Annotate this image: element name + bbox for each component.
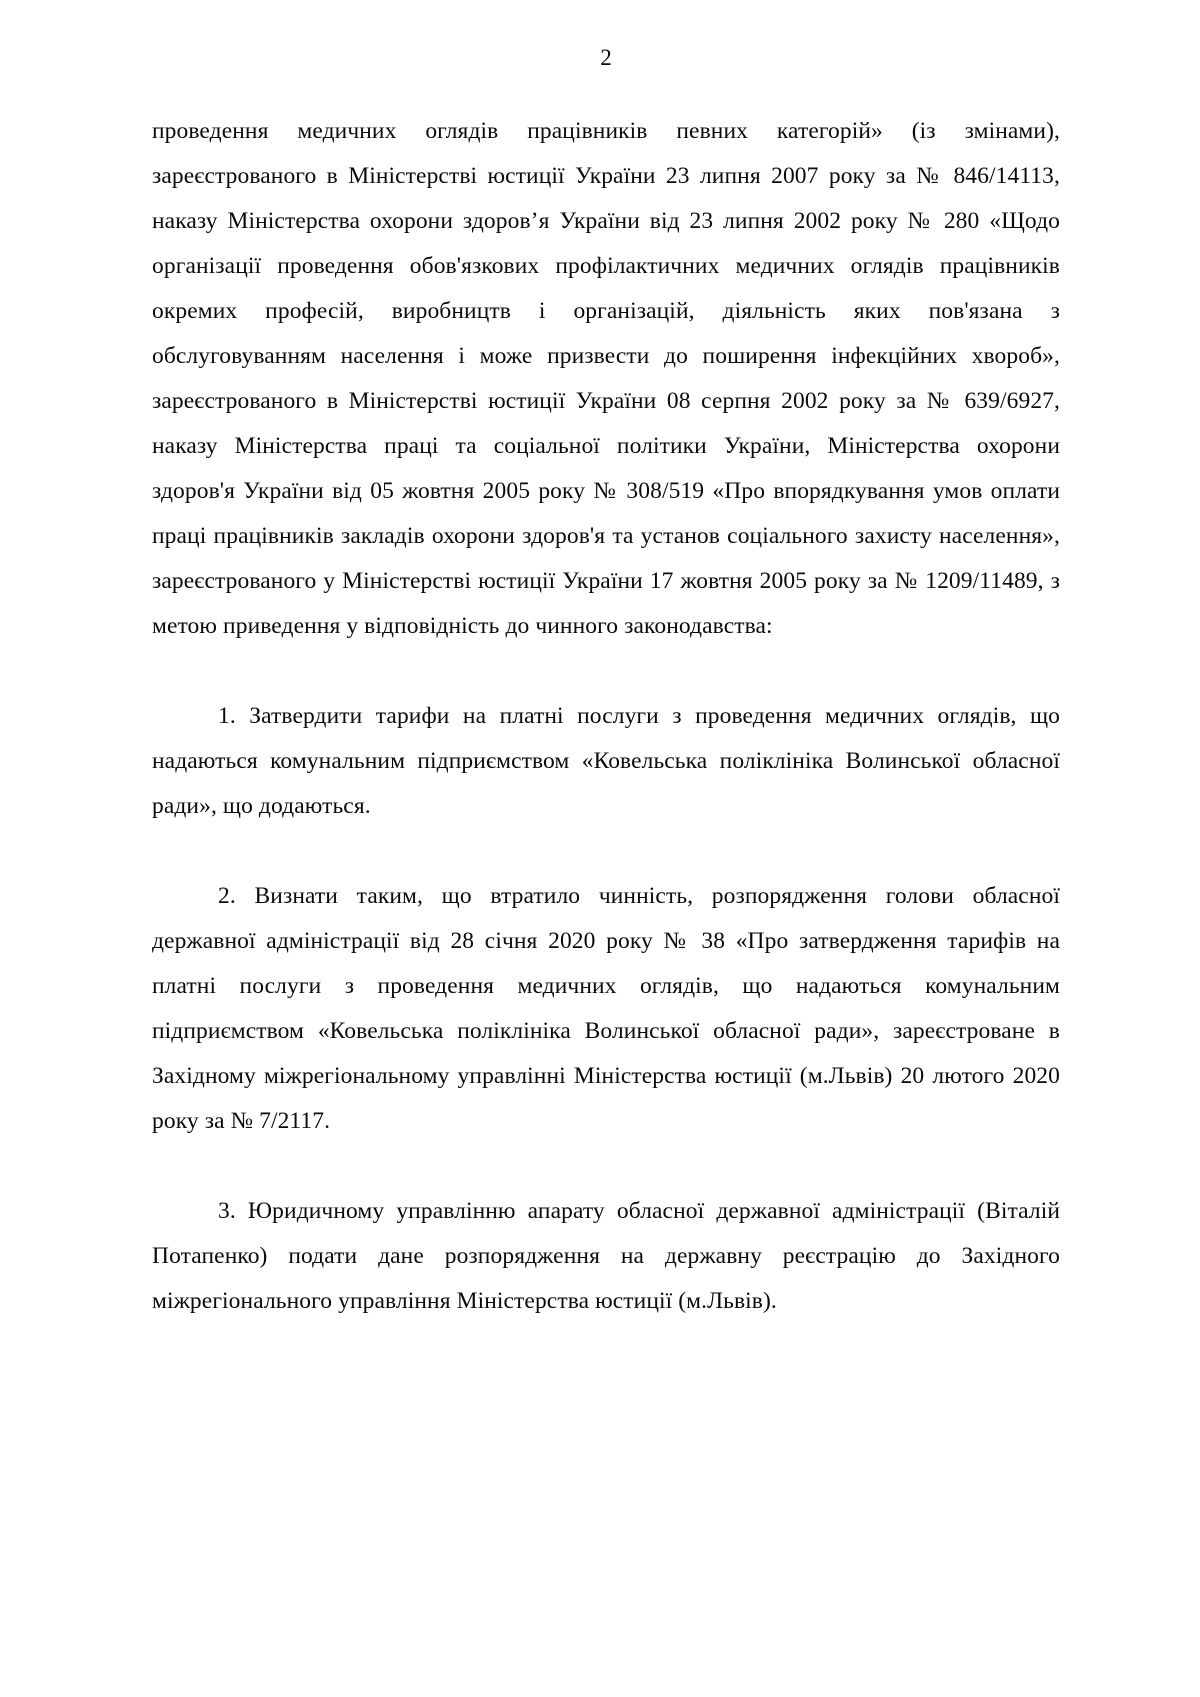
paragraph-item-1: 1. Затвердити тарифи на платні послуги з проведення медичних оглядів, що надаються комунальним підприємством «Ковельська поліклініка Волинської обласної ради», що додаються. <box>152 703 1060 819</box>
paragraph-intro: проведення медичних оглядів працівників певних категорій» (із змінами), зареєстрованого в Міністерстві юстиції України 23 липня 2007 року за № 846/14113, наказу Міністерства охорони здоров’я України від 23 липня 2002 року № 280 «Щодо організації проведення обов'язкових профілактичних медичних оглядів працівників окремих професій, виробництв і організацій, діяльність яких пов'язана з обслуговуванням населення і може призвести до поширення інфекційних хвороб», зареєстрованого в Міністерстві юстиції України 08 серпня 2002 року за № 639/6927, наказу Міністерства праці та соціальної політики України, Міністерства охорони здоров'я України від 05 жовтня 2005 року № 308/519 «Про впорядкування умов оплати праці працівників закладів охорони здоров'я та установ соціального захисту населення», зареєстрованого у Міністерстві юстиції України 17 жовтня 2005 року за № 1209/11489, з метою приведення у відповідність до чинного законодавства: <box>152 118 1060 639</box>
paragraph-item-2: 2. Визнати таким, що втратило чинність, розпорядження голови обласної державної адміністрації від 28 січня 2020 року № 38 «Про затвердження тарифів на платні послуги з проведення медичних оглядів, що надаються комунальним підприємством «Ковельська поліклініка Волинської обласної ради», зареєстроване в Західному міжрегіональному управлінні Міністерства юстиції (м.Львів) 20 лютого 2020 року за № 7/2117. <box>152 883 1060 1134</box>
page-number: 2 <box>600 45 612 70</box>
paragraph-item-3: 3. Юридичному управлінню апарату обласної державної адміністрації (Віталій Потапенко) подати дане розпорядження на державну реєстрацію до Західного міжрегіонального управління Міністерства юстиції (м.Львів). <box>152 1198 1060 1314</box>
